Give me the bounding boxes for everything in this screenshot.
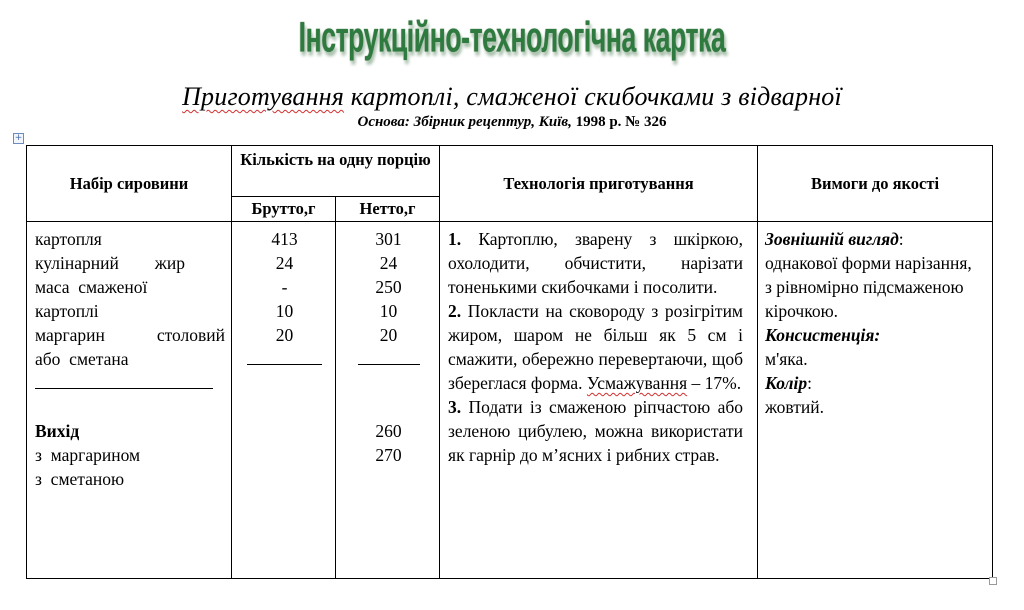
quality-cell xyxy=(758,222,993,579)
net-output-value: 260 xyxy=(375,421,402,441)
net-value: 20 xyxy=(379,325,398,345)
header-ingredients: Набір сировини xyxy=(27,146,232,222)
net-value: 301 xyxy=(375,229,402,249)
recipe-title-part1: Приготування xyxy=(182,82,345,111)
step-1: 1. Картоплю, зварену з шкіркою, охолодити, обчистити, нарізати тоненькими скибочками і посолити. xyxy=(448,229,744,297)
appearance-text: однакової форми нарізання, з рівномірно підсмаженою кірочкою. xyxy=(765,253,972,321)
separator-line xyxy=(240,347,329,371)
ingredient-line: маса смаженої xyxy=(35,277,148,297)
gross-cell xyxy=(232,222,336,579)
net-cell xyxy=(336,222,440,579)
table-move-handle-icon[interactable]: + xyxy=(14,133,23,143)
ingredient-line: з сметаною xyxy=(35,469,125,489)
technology-card-table xyxy=(26,145,993,579)
ingredient-line: маргарин столовий xyxy=(35,325,225,345)
technology-cell xyxy=(440,222,758,579)
consistency-label: Консистенція: xyxy=(765,325,881,345)
color-text: жовтий. xyxy=(765,397,825,417)
net-output-value: 270 xyxy=(375,445,402,465)
header-gross: Брутто,г xyxy=(232,197,336,222)
appearance-requirement: Зовнішній вигляд: xyxy=(765,229,904,249)
consistency-text: м'яка. xyxy=(765,349,808,369)
ingredients-cell xyxy=(27,222,232,579)
header-technology: Технологія приготування xyxy=(440,146,758,222)
gross-value: 20 xyxy=(275,325,294,345)
step-2: 2. Покласти на сковороду з розігрітим жиром, шаром не більш як 5 см і смажити, обережно перевертаючи, щоб збереглася форма. Усмажування – 17%. xyxy=(448,301,744,393)
ingredient-line: або сметана xyxy=(35,349,129,369)
body-row xyxy=(27,222,993,579)
header-quality: Вимоги до якості xyxy=(758,146,993,222)
ingredient-line: картопля xyxy=(35,229,102,249)
gross-value: 24 xyxy=(275,253,294,273)
source-book: Основа: Збірник рецептур, Київ, xyxy=(357,114,572,130)
gross-value: 413 xyxy=(271,229,298,249)
gross-value: - xyxy=(281,277,288,297)
separator-line xyxy=(344,347,433,371)
recipe-title xyxy=(0,82,1024,112)
step-3: 3. Подати із смаженою ріпчастою або зеленою цибулею, можна використати як гарнір до м’ясних і рибних страв. xyxy=(448,397,744,465)
header-net: Нетто,г xyxy=(336,197,440,222)
net-value: 250 xyxy=(375,277,402,297)
net-value: 24 xyxy=(379,253,398,273)
header-quantity: Кількість на одну порцію xyxy=(232,146,440,197)
recipe-source xyxy=(0,114,1024,131)
source-year-number: 1998 р. № 326 xyxy=(571,114,667,130)
gross-value: 10 xyxy=(275,301,294,321)
header-row xyxy=(27,146,993,197)
net-value: 10 xyxy=(379,301,398,321)
separator-line xyxy=(35,371,225,395)
table-resize-handle[interactable] xyxy=(989,577,997,585)
recipe-title-part2: картоплі, смаженої скибочками з відварної xyxy=(344,82,842,111)
page-title: Інструкційно-технологічна картка xyxy=(298,14,726,62)
ingredient-line: картоплі xyxy=(35,301,99,321)
ingredient-line: з маргарином xyxy=(35,445,141,465)
ingredient-line: кулінарний жир xyxy=(35,253,185,273)
output-label: Вихід xyxy=(35,421,80,441)
color-requirement: Колір: xyxy=(765,373,812,393)
